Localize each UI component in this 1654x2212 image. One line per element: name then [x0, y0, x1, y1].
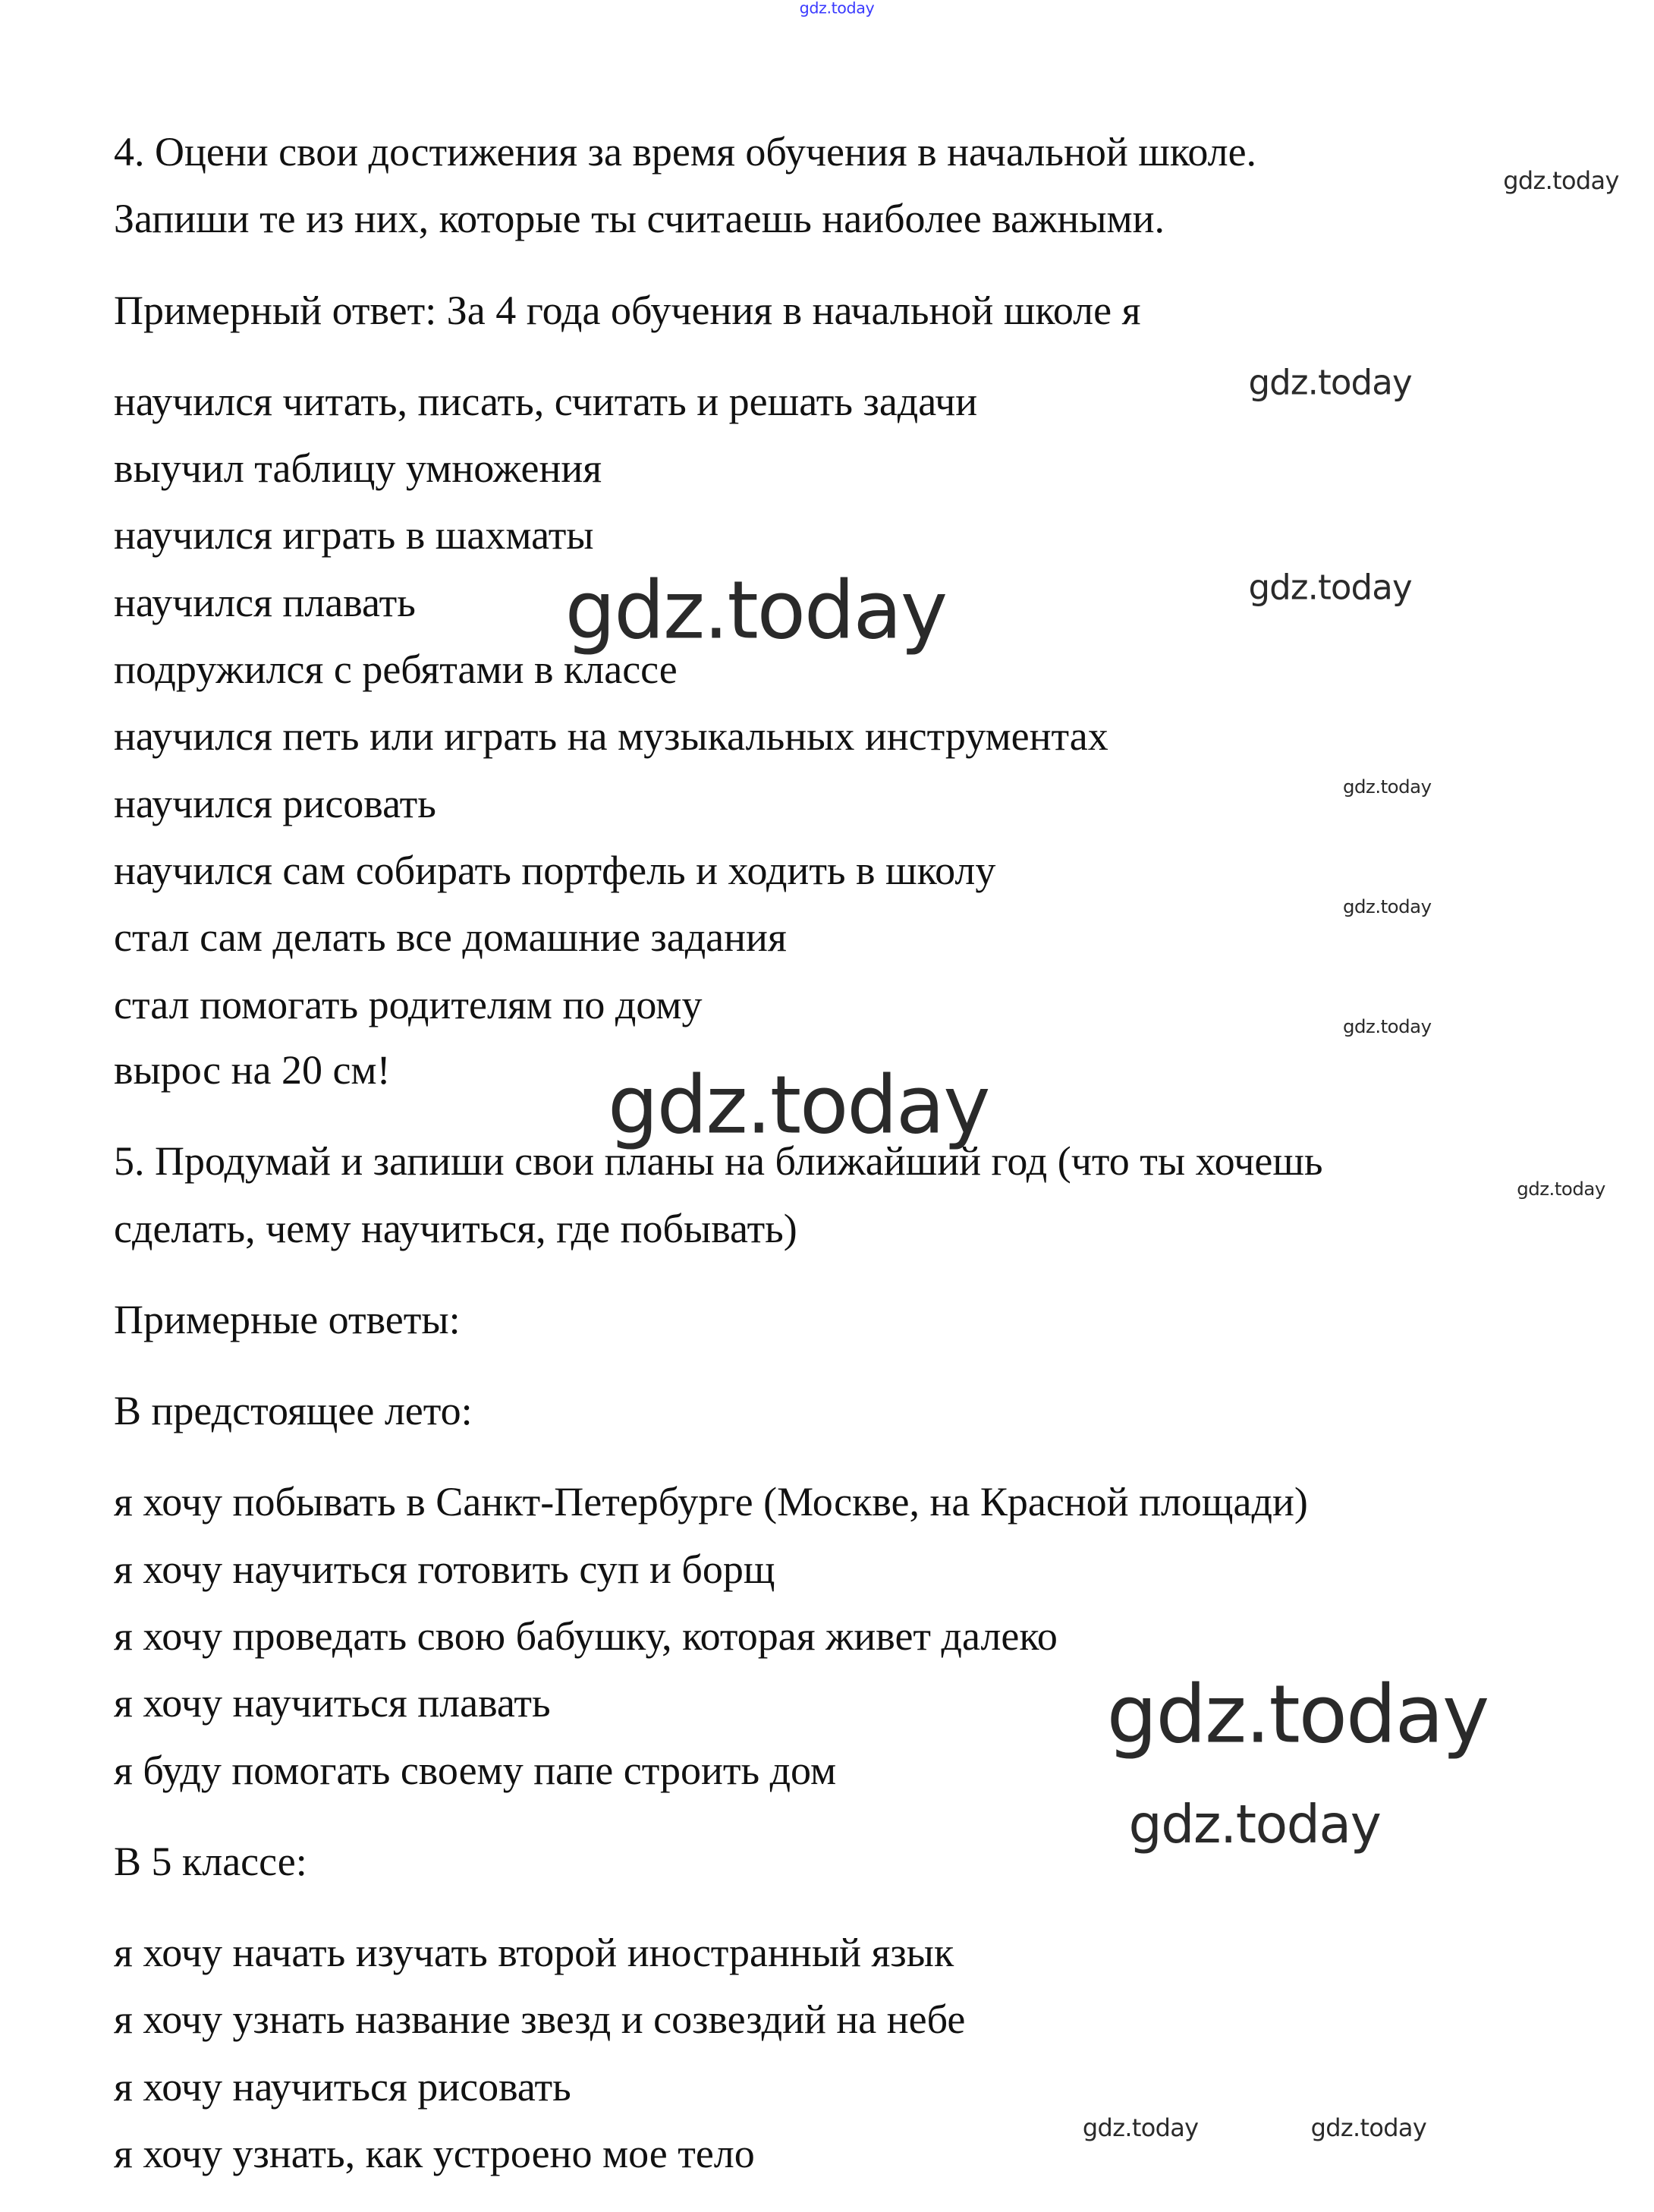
task4-item: стал сам делать все домашние задания [114, 914, 787, 961]
task4-item: вырос на 20 см! [114, 1047, 391, 1093]
watermark: gdz.today [1517, 1177, 1605, 1200]
summer-item: я хочу научиться готовить суп и борщ [114, 1546, 775, 1592]
grade5-item: я хочу научиться рисовать [114, 2063, 571, 2110]
watermark: gdz.today [564, 563, 947, 657]
task4-item: стал помогать родителям по дому [114, 981, 703, 1027]
task4-question: 4. Оцени свои достижения за время обучения в начальной школе. [114, 128, 1257, 175]
task4-answer-intro: Примерный ответ: За 4 года обучения в начальной школе я [114, 287, 1141, 333]
watermark: gdz.today [1248, 362, 1412, 403]
task4-item: научился читать, писать, считать и решать задачи [114, 378, 978, 424]
watermark: gdz.today [1342, 895, 1432, 917]
summer-item: я хочу побывать в Санкт-Петербурге (Москве, на Красной площади) [114, 1479, 1308, 1525]
summer-item: я буду помогать своему папе строить дом [114, 1747, 837, 1793]
task5-question: 5. Продумай и запиши свои планы на ближайший год (что ты хочешь [114, 1138, 1323, 1185]
watermark: gdz.today [607, 1058, 989, 1152]
task4-item: научился играть в шахматы [114, 512, 594, 559]
grade5-item: я хочу узнать название звезд и созвездий на небе [114, 1996, 966, 2043]
summer-item: я хочу проведать свою бабушку, которая живет далеко [114, 1613, 1058, 1659]
task4-item: выучил таблицу умножения [114, 445, 602, 492]
task4-item: научился сам собирать портфель и ходить в школу [114, 847, 996, 893]
task4-item: научился плавать [114, 579, 416, 625]
watermark: gdz.today [1342, 1015, 1432, 1037]
grade5-heading: В 5 классе: [114, 1838, 307, 1884]
grade5-item: я хочу узнать, как устроено мое тело [114, 2131, 755, 2177]
watermark: gdz.today [1128, 1794, 1381, 1856]
grade5-item: я хочу начать изучать второй иностранный язык [114, 1930, 954, 1976]
task4-item: подружился с ребятами в классе [114, 647, 678, 692]
watermark: gdz.today [799, 0, 875, 17]
task4-question: Запиши те из них, которые ты считаешь наиболее важными. [114, 196, 1165, 242]
watermark: gdz.today [1503, 165, 1619, 195]
task5-answer-intro: Примерные ответы: [114, 1296, 461, 1342]
task4-item: научился петь или играть на музыкальных инструментах [114, 713, 1108, 760]
watermark: gdz.today [1248, 567, 1412, 608]
task4-item: научился рисовать [114, 780, 436, 826]
watermark: gdz.today [1310, 2113, 1427, 2143]
task5-question: сделать, чему научиться, где побывать) [114, 1205, 797, 1251]
watermark: gdz.today [1082, 2113, 1199, 2143]
watermark: gdz.today [1342, 775, 1432, 798]
summer-heading: В предстоящее лето: [114, 1388, 473, 1434]
summer-item: я хочу научиться плавать [114, 1680, 551, 1726]
watermark: gdz.today [1106, 1666, 1489, 1760]
